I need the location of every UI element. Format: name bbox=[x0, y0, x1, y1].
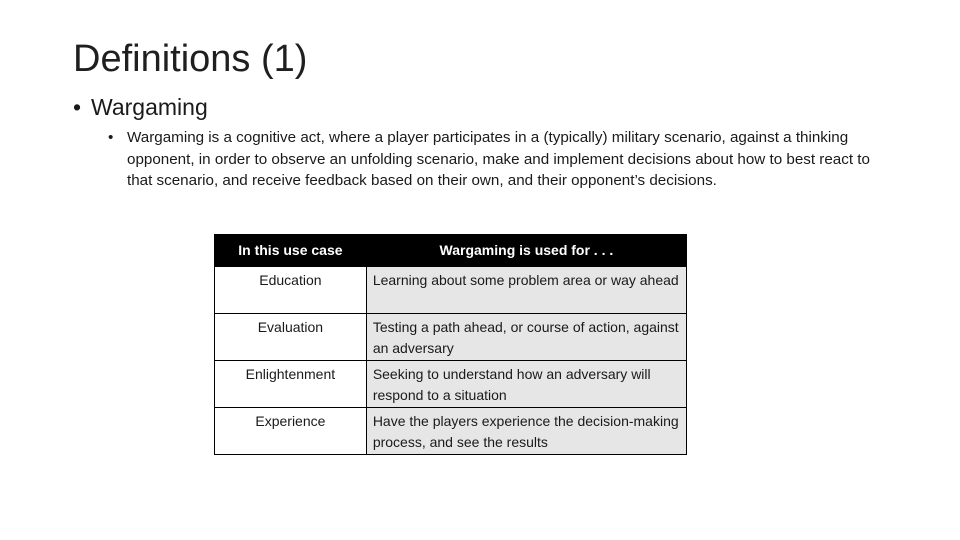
purpose-cell: Testing a path ahead, or course of action, against an adversary bbox=[366, 314, 686, 361]
table-row bbox=[215, 361, 687, 408]
definition-text: Wargaming is a cognitive act, where a player participates in a (typically) military scenario, against a thinking opponent, in order to observe an unfolding scenario, make and implement decisions about how to best react to that scenario, and receive feedback based on their own, and their opponent’s decisions. bbox=[127, 129, 870, 189]
bullet-wargaming bbox=[73, 92, 208, 122]
use-case-cell: Experience bbox=[215, 408, 367, 455]
header-use-case: In this use case bbox=[215, 235, 367, 267]
use-case-cell: Education bbox=[215, 267, 367, 314]
slide-title: Definitions (1) bbox=[73, 38, 308, 80]
purpose-cell: Learning about some problem area or way ahead bbox=[366, 267, 686, 314]
header-purpose: Wargaming is used for . . . bbox=[366, 235, 686, 267]
use-case-cell: Evaluation bbox=[215, 314, 367, 361]
table-row bbox=[215, 408, 687, 455]
purpose-cell: Have the players experience the decision-making process, and see the results bbox=[366, 408, 686, 455]
table-row bbox=[215, 267, 687, 314]
sub-bullet-marker: • bbox=[108, 129, 114, 146]
use-case-table bbox=[214, 234, 687, 455]
bullet-text: Wargaming bbox=[91, 94, 208, 120]
bullet-definition bbox=[108, 127, 898, 192]
use-case-cell: Enlightenment bbox=[215, 361, 367, 408]
purpose-cell: Seeking to understand how an adversary will respond to a situation bbox=[366, 361, 686, 408]
table-row bbox=[215, 314, 687, 361]
table-header-row bbox=[215, 235, 687, 267]
bullet-marker: • bbox=[73, 94, 82, 120]
